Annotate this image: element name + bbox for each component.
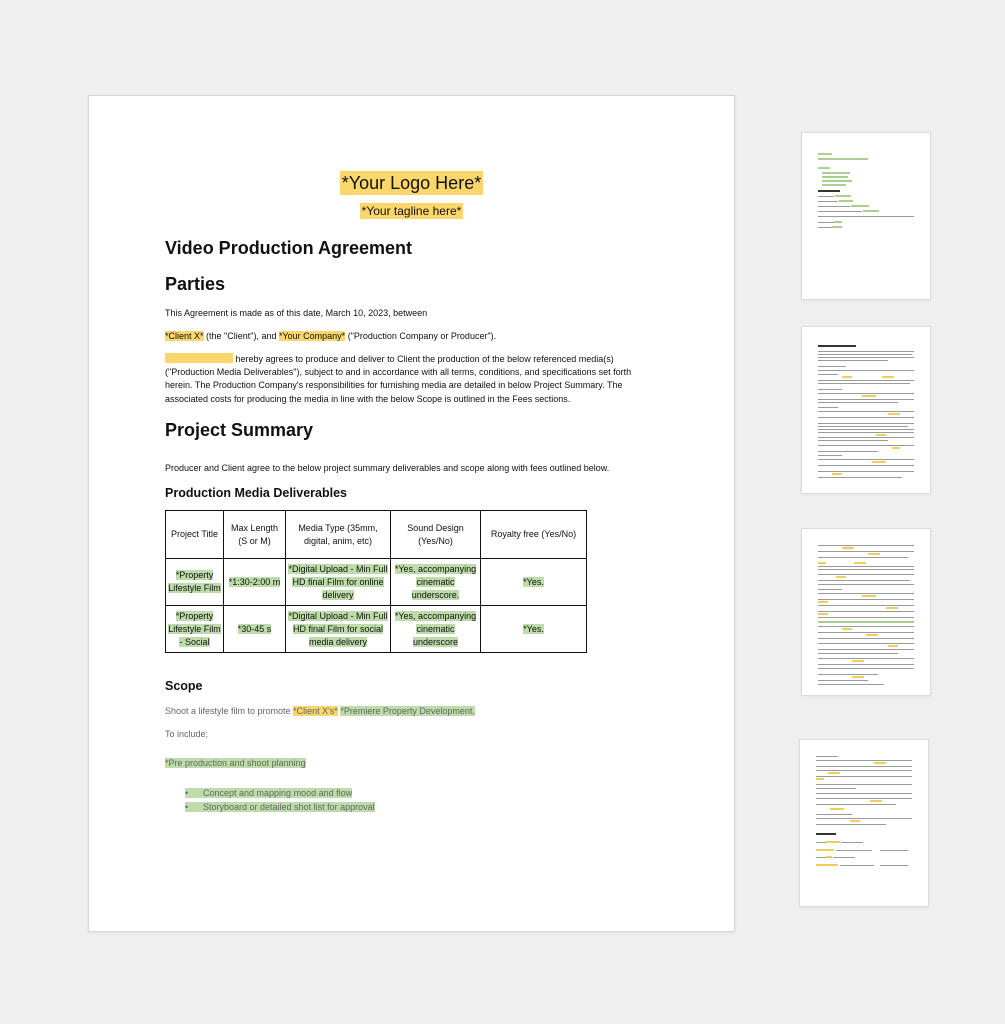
table-cell bbox=[286, 606, 391, 653]
list-item-text: Concept and mapping mood and flow bbox=[203, 788, 353, 798]
parties-line bbox=[165, 330, 665, 343]
parties-body-text: hereby agrees to produce and deliver to Client the production of the below referenced media(s) ("Production Media Deliverables"), subject to and in accordance with all terms, conditions, and specifications set forth herein. The Production Company's responsibilities for furnishing media are detailed in below Project Summary. The associated costs for producing the media in line with the below Scope is outlined in the Fees sections. bbox=[165, 354, 632, 404]
table-cell-text: *Yes, accompanying cinematic underscore bbox=[394, 610, 477, 647]
bullet-icon: • bbox=[185, 788, 189, 798]
deliverables-table bbox=[165, 510, 587, 653]
client-text: (the "Client"), and bbox=[203, 331, 279, 341]
bullet-icon: • bbox=[185, 802, 189, 812]
table-cell bbox=[481, 559, 587, 606]
table-cell bbox=[166, 559, 224, 606]
pre-production-text: *Pre production and shoot planning bbox=[165, 758, 306, 768]
logo-placeholder: *Your Logo Here* bbox=[341, 173, 482, 193]
parties-heading: Parties bbox=[165, 274, 226, 294]
page-thumbnail-3[interactable] bbox=[801, 528, 931, 696]
table-cell-text: *Yes. bbox=[523, 576, 544, 587]
table-cell bbox=[166, 606, 224, 653]
scope-development: *Premiere Property Development. bbox=[340, 706, 475, 716]
table-cell-text: *Digital Upload - Min Full HD final Film for online delivery bbox=[288, 563, 388, 600]
table-header-cell: Project Title bbox=[166, 511, 224, 559]
company-blank-field bbox=[165, 353, 233, 363]
table-cell bbox=[224, 606, 286, 653]
client-tag: *Client X* bbox=[165, 331, 204, 341]
deliverables-heading: Production Media Deliverables bbox=[165, 486, 347, 500]
table-header-cell: Royalty free (Yes/No) bbox=[481, 511, 587, 559]
tagline-placeholder: *Your tagline here* bbox=[361, 204, 462, 218]
project-summary-intro: Producer and Client agree to the below project summary deliverables and scope along with fees outlined below. bbox=[165, 463, 610, 473]
parties-intro: This Agreement is made as of this date, March 10, 2023, between bbox=[165, 308, 428, 318]
table-cell-text: *Property Lifestyle Film bbox=[168, 570, 221, 593]
company-tag: *Your Company* bbox=[278, 331, 346, 341]
scope-line-prefix: Shoot a lifestyle film to promote bbox=[165, 706, 294, 716]
table-row bbox=[166, 559, 587, 606]
document-title: Video Production Agreement bbox=[165, 238, 413, 258]
table-cell-text: *Yes. bbox=[523, 623, 544, 634]
table-header-cell: Max Length (S or M) bbox=[224, 511, 286, 559]
list-item bbox=[185, 786, 375, 800]
project-summary-heading: Project Summary bbox=[165, 420, 314, 440]
table-cell-text: *30-45 s bbox=[237, 623, 272, 634]
table-header-row bbox=[166, 511, 587, 559]
scope-heading: Scope bbox=[165, 679, 203, 693]
table-header-cell: Sound Design (Yes/No) bbox=[391, 511, 481, 559]
table-cell-text: *Property Lifestyle Film - Social bbox=[168, 610, 221, 647]
list-item bbox=[185, 800, 375, 814]
table-cell-text: *Yes, accompanying cinematic underscore. bbox=[394, 563, 477, 600]
page-thumbnail-1[interactable] bbox=[801, 132, 931, 300]
document-page bbox=[88, 95, 735, 932]
table-cell bbox=[391, 606, 481, 653]
parties-body bbox=[165, 353, 657, 406]
scope-bullet-list bbox=[185, 786, 375, 814]
table-cell bbox=[286, 559, 391, 606]
company-text: ("Production Company or Producer"). bbox=[345, 331, 497, 341]
scope-to-include: To include; bbox=[165, 729, 209, 739]
list-item-text: Storyboard or detailed shot list for approval bbox=[203, 802, 375, 812]
tagline-area bbox=[89, 202, 734, 220]
logo-area bbox=[89, 171, 734, 195]
table-cell bbox=[481, 606, 587, 653]
page-thumbnail-4[interactable] bbox=[799, 739, 929, 907]
scope-line bbox=[165, 705, 665, 718]
table-header-cell: Media Type (35mm, digital, anim, etc) bbox=[286, 511, 391, 559]
scope-client-tag: *Client X's* bbox=[293, 706, 338, 716]
table-cell-text: *1:30-2:00 m bbox=[228, 576, 281, 587]
table-row bbox=[166, 606, 587, 653]
table-cell bbox=[224, 559, 286, 606]
table-cell bbox=[391, 559, 481, 606]
pre-production-line bbox=[165, 757, 665, 770]
page-thumbnail-2[interactable] bbox=[801, 326, 931, 494]
table-cell-text: *Digital Upload - Min Full HD final Film for social media delivery bbox=[288, 610, 388, 647]
